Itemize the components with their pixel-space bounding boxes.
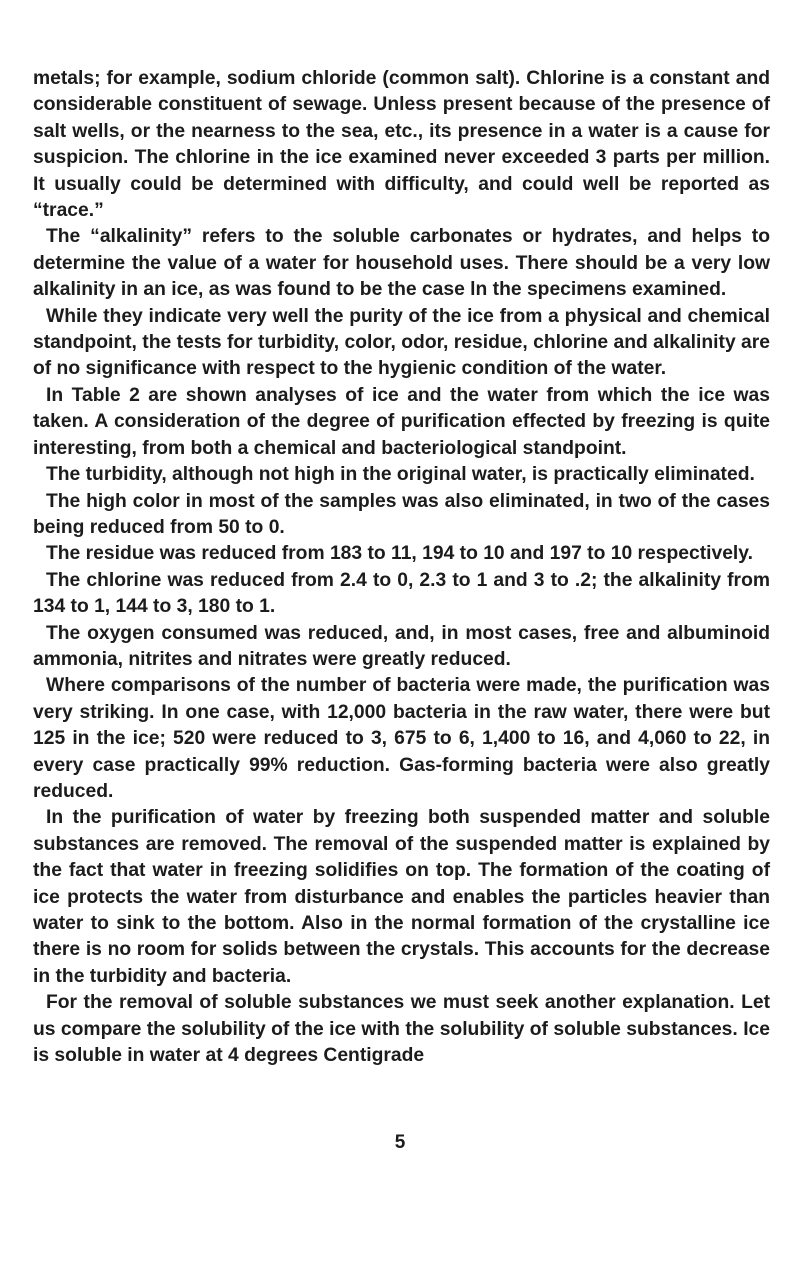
page-number: 5 (394, 1132, 406, 1153)
paragraph-turbidity: The turbidity, although not high in the original water, is practically eliminated. (46, 464, 755, 486)
paragraph-chlorine-reduction: The chlorine was reduced from 2.4 to 0, 2.3 to 1 and 3 to .2; the alkalinity from 134 to 1, 144 to 3, 180 to 1. (33, 569, 770, 618)
paragraph-oxygen: The oxygen consumed was reduced, and, in most cases, free and albuminoid ammonia, nitrites and nitrates were greatly reduced. (33, 622, 770, 670)
paragraph-soluble-substances: For the removal of soluble substances we must seek another explanation. Let us compare the solubility of the ice with the solubility of soluble substances. Ice is soluble in water at 4 degrees Centigrade (33, 992, 770, 1067)
paragraph-alkalinity: The “alkalinity” refers to the soluble carbonates or hydrates, and helps to determine the value of a water for household uses. There should be a very low alkalinity in an ice, as was found to be the case ln the specimens examined. (33, 226, 770, 301)
paragraph-bacteria: Where comparisons of the number of bacteria were made, the purification was very striking. In one case, with 12,000 bacteria in the raw water, there were but 125 in the ice; 520 were reduced to 3, 675 to 6, 1,400 to 16, and 4,060 to 22, in every case practically 99% reduction. Gas-forming bacteria were also greatly reduced. (33, 675, 770, 802)
body-text (33, 66, 770, 1069)
paragraph-color: The high color in most of the samples was also eliminated, in two of the cases being reduced from 50 to 0. (33, 490, 770, 538)
paragraph-residue: The residue was reduced from 183 to 11, 194 to 10 and 197 to 10 respectively. (46, 543, 753, 565)
paragraph-purification: In the purification of water by freezing both suspended matter and soluble substances are removed. The removal of the suspended matter is explained by the fact that water in freezing solidifies on top. The formation of the coating of ice protects the water from disturbance and enables the particles heavier than water to sink to the bottom. Also in the normal formation of the crystalline ice there is no room for solids between the crystals. This accounts for the decrease in the turbidity and bacteria. (33, 807, 770, 987)
paragraph-purity-tests: While they indicate very well the purity of the ice from a physical and chemical standpoint, the tests for turbidity, color, odor, residue, chlorine and alkalinity are of no significance with respect to the hygienic condition of the water. (33, 305, 770, 380)
paragraph-table-2: In Table 2 are shown analyses of ice and the water from which the ice was taken. A consideration of the degree of purification effected by freezing is quite interesting, from both a chemical and bacteriological standpoint. (33, 384, 770, 459)
paragraph-chlorine: metals; for example, sodium chloride (common salt). Chlorine is a constant and considerable constituent of sewage. Unless present because of the presence of salt wells, or the nearness to the sea, etc., its presence in a water is a cause for suspicion. The chlorine in the ice examined never exceeded 3 parts per million. It usually could be determined with difficulty, and could well be reported as “trace.” (33, 68, 770, 222)
